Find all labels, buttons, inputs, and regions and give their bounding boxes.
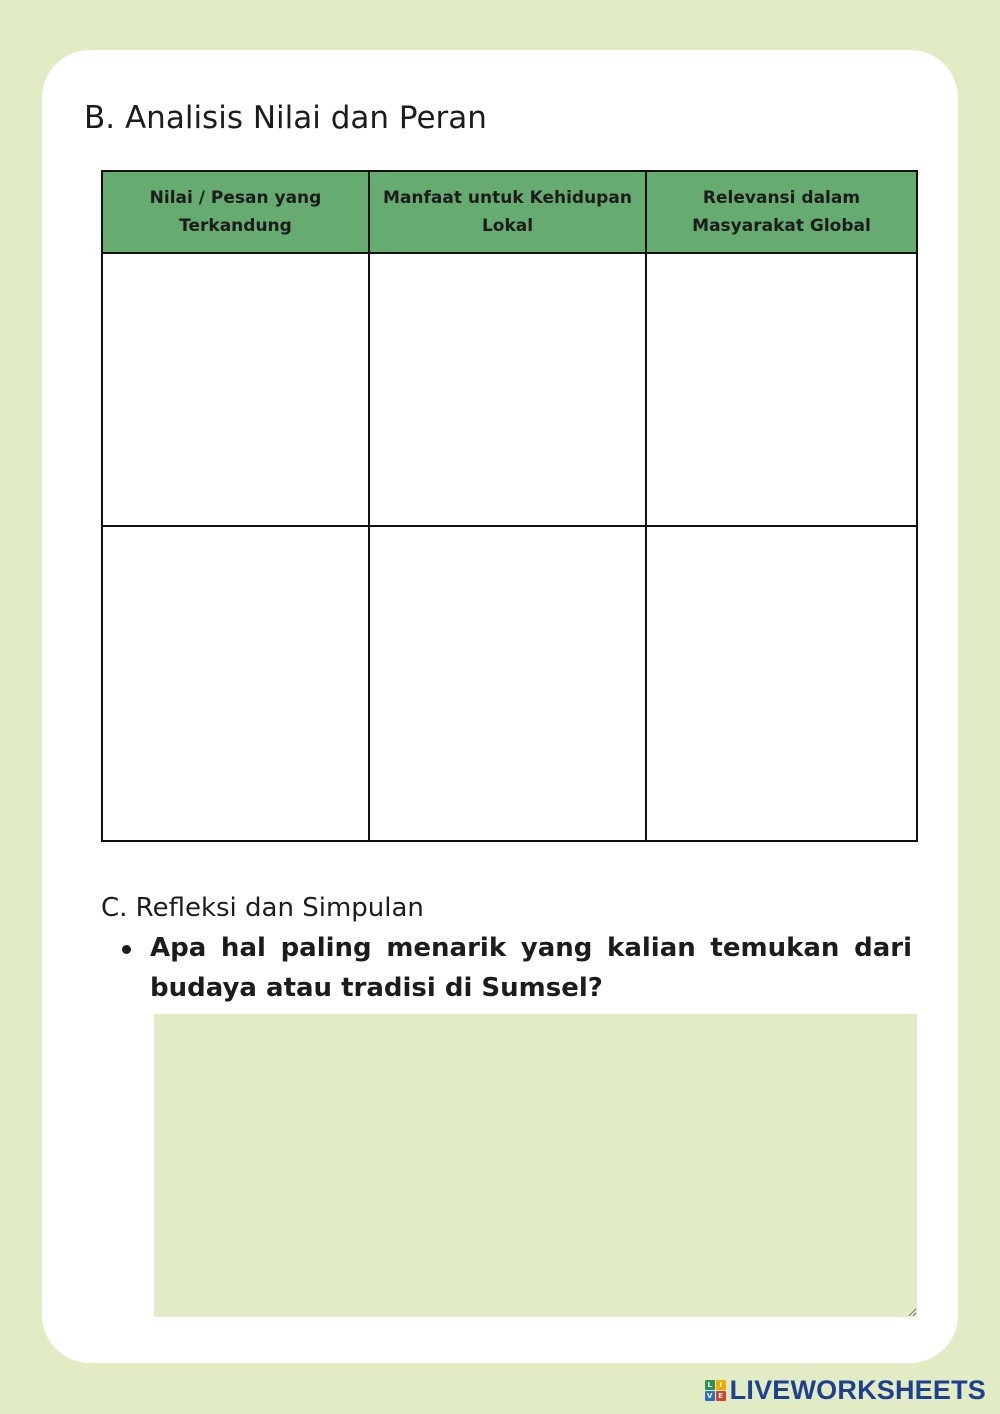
- answer-cell-r1-c2[interactable]: [369, 253, 646, 526]
- section-c-title: C. Refleksi dan Simpulan: [101, 893, 424, 923]
- bullet-icon: [122, 945, 131, 954]
- list-item: [122, 928, 912, 1008]
- answer-cell-r2-c1[interactable]: [102, 526, 369, 841]
- table-row: [102, 526, 917, 841]
- logo-letter-e: E: [716, 1391, 726, 1401]
- logo-letter-v: V: [705, 1391, 715, 1401]
- answer-cell-r2-c2[interactable]: [369, 526, 646, 841]
- header-relevansi-global: Relevansi dalam Masyarakat Global: [646, 171, 917, 253]
- brand-name: LIVEWORKSHEETS: [729, 1374, 986, 1405]
- header-nilai-pesan: Nilai / Pesan yang Terkandung: [102, 171, 369, 253]
- section-b-title: B. Analisis Nilai dan Peran: [84, 100, 487, 136]
- reflection-question-list: [122, 928, 912, 1008]
- liveworksheets-logo-icon: [705, 1380, 726, 1401]
- table-header-row: [102, 171, 917, 253]
- answer-cell-r2-c3[interactable]: [646, 526, 917, 841]
- liveworksheets-brand: [705, 1373, 986, 1407]
- reflection-answer-box[interactable]: [154, 1014, 917, 1317]
- reflection-question: Apa hal paling menarik yang kalian temukan dari budaya atau tradisi di Sumsel?: [150, 933, 912, 1003]
- analysis-table: [101, 170, 918, 842]
- answer-cell-r1-c3[interactable]: [646, 253, 917, 526]
- logo-letter-l: L: [705, 1380, 715, 1390]
- logo-letter-i: I: [716, 1380, 726, 1390]
- answer-cell-r1-c1[interactable]: [102, 253, 369, 526]
- table-row: [102, 253, 917, 526]
- header-manfaat-lokal: Manfaat untuk Kehidupan Lokal: [369, 171, 646, 253]
